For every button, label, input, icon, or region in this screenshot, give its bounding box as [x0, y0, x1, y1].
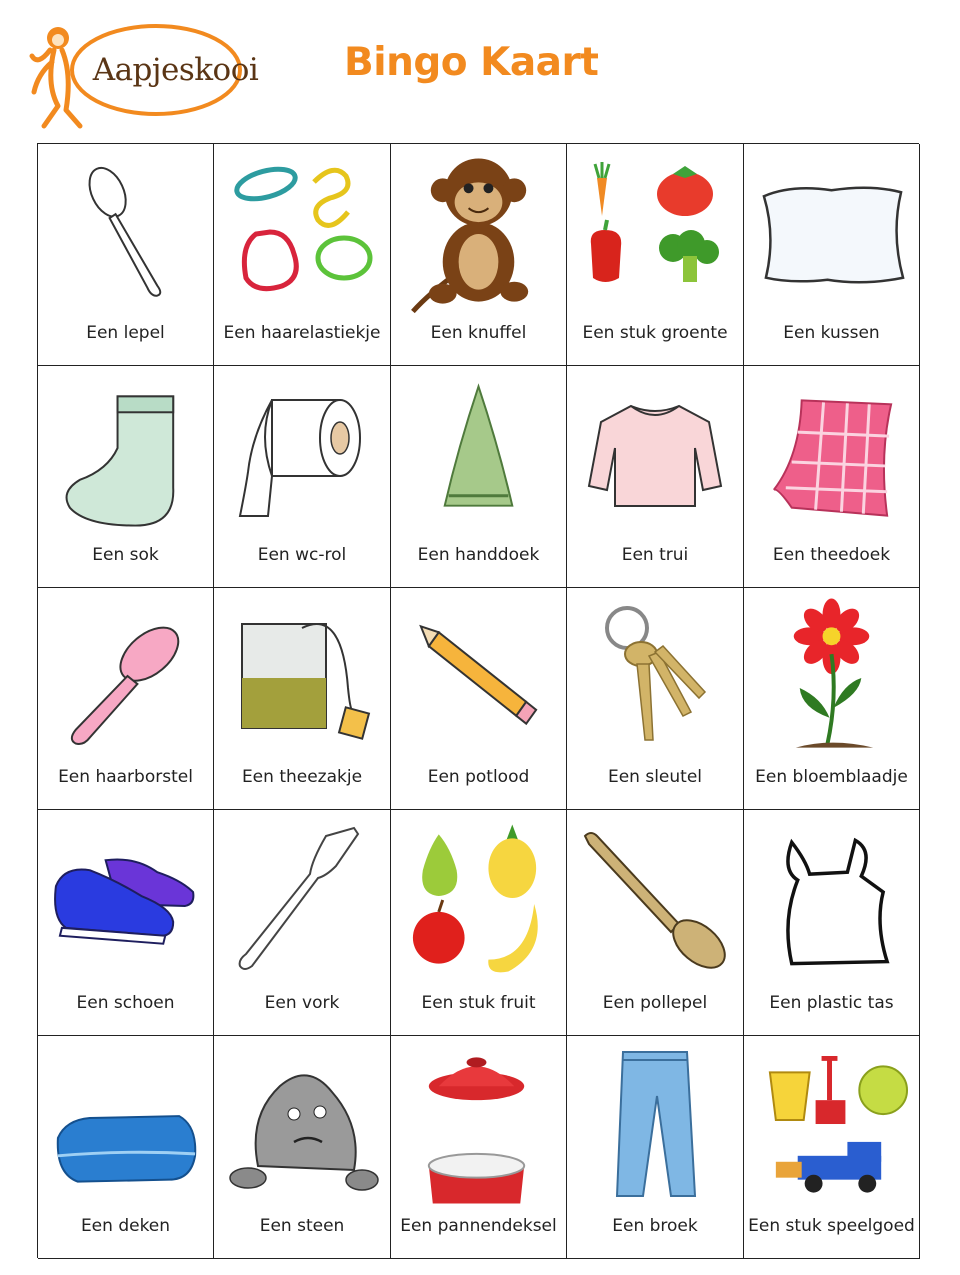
keys-icon [575, 598, 735, 758]
bingo-cell[interactable] [214, 1036, 391, 1259]
stone-icon [222, 1046, 382, 1206]
bingo-cell[interactable] [744, 366, 920, 588]
plastic-bag-icon [752, 820, 911, 980]
bingo-cell[interactable] [391, 366, 567, 588]
sock-icon [46, 376, 205, 536]
card-label: Een pollepel [602, 993, 708, 1013]
card-label: Een kussen [783, 323, 880, 343]
card-label: Een haarborstel [58, 767, 193, 787]
card-label: Een knuffel [430, 323, 527, 343]
ladle-icon [575, 820, 735, 980]
bingo-cell[interactable] [567, 1036, 744, 1259]
pillow-icon [752, 154, 911, 314]
bingo-cell[interactable] [38, 144, 214, 366]
card-label: Een pannendeksel [400, 1216, 557, 1236]
card-label: Een plastic tas [769, 993, 894, 1013]
card-label: Een deken [80, 1216, 171, 1236]
card-label: Een bloemblaadje [755, 767, 908, 787]
bingo-cell[interactable] [744, 588, 920, 810]
bingo-cell[interactable] [744, 1036, 920, 1259]
bingo-cell[interactable] [391, 1036, 567, 1259]
bingo-cell[interactable] [567, 144, 744, 366]
hairbrush-icon [46, 598, 205, 758]
bingo-cell[interactable] [567, 588, 744, 810]
card-label: Een sok [92, 545, 159, 565]
card-label: Een haarelastiekje [223, 323, 381, 343]
page-title: Bingo Kaart [344, 40, 599, 85]
bingo-cell[interactable] [391, 144, 567, 366]
card-label: Een lepel [86, 323, 165, 343]
bingo-cell[interactable] [391, 810, 567, 1036]
card-label: Een stuk fruit [421, 993, 536, 1013]
spoon-icon [46, 154, 205, 314]
bingo-grid [37, 143, 919, 1258]
towel-icon [399, 376, 558, 536]
trousers-icon [575, 1046, 735, 1206]
tea-towel-icon [752, 376, 911, 536]
hair-tie-icon [222, 154, 382, 314]
card-label: Een stuk speelgoed [748, 1216, 915, 1236]
aapjeskooi-logo [28, 14, 259, 132]
pan-lid-icon [399, 1046, 558, 1206]
toilet-roll-icon [222, 376, 382, 536]
flower-icon [752, 598, 911, 758]
bingo-cell[interactable] [214, 588, 391, 810]
card-label: Een theezakje [241, 767, 363, 787]
card-label: Een trui [621, 545, 689, 565]
toys-icon [752, 1046, 911, 1206]
bingo-cell[interactable] [214, 366, 391, 588]
bingo-cell[interactable] [391, 588, 567, 810]
card-label: Een steen [259, 1216, 345, 1236]
card-label: Een potlood [427, 767, 530, 787]
bingo-cell[interactable] [38, 588, 214, 810]
card-label: Een stuk groente [582, 323, 728, 343]
bingo-cell[interactable] [214, 144, 391, 366]
bingo-cell[interactable] [38, 810, 214, 1036]
bingo-cell[interactable] [567, 810, 744, 1036]
card-label: Een wc-rol [257, 545, 347, 565]
sweater-icon [575, 376, 735, 536]
bingo-cell[interactable] [214, 810, 391, 1036]
card-label: Een broek [612, 1216, 698, 1236]
bingo-cell[interactable] [744, 810, 920, 1036]
card-label: Een sleutel [607, 767, 703, 787]
vegetables-icon [575, 154, 735, 314]
shoes-icon [46, 820, 205, 980]
card-label: Een handdoek [417, 545, 540, 565]
blanket-icon [46, 1046, 205, 1206]
bingo-cell[interactable] [744, 144, 920, 366]
page-header [0, 0, 960, 140]
card-label: Een schoen [76, 993, 175, 1013]
fruit-icon [399, 820, 558, 980]
logo-text: Aapjeskooi [92, 52, 259, 88]
monkey-plush-icon [399, 154, 558, 314]
bingo-cell[interactable] [38, 1036, 214, 1259]
tea-bag-icon [222, 598, 382, 758]
card-label: Een vork [264, 993, 340, 1013]
bingo-cell[interactable] [38, 366, 214, 588]
fork-icon [222, 820, 382, 980]
bingo-cell[interactable] [567, 366, 744, 588]
pencil-icon [399, 598, 558, 758]
card-label: Een theedoek [772, 545, 891, 565]
